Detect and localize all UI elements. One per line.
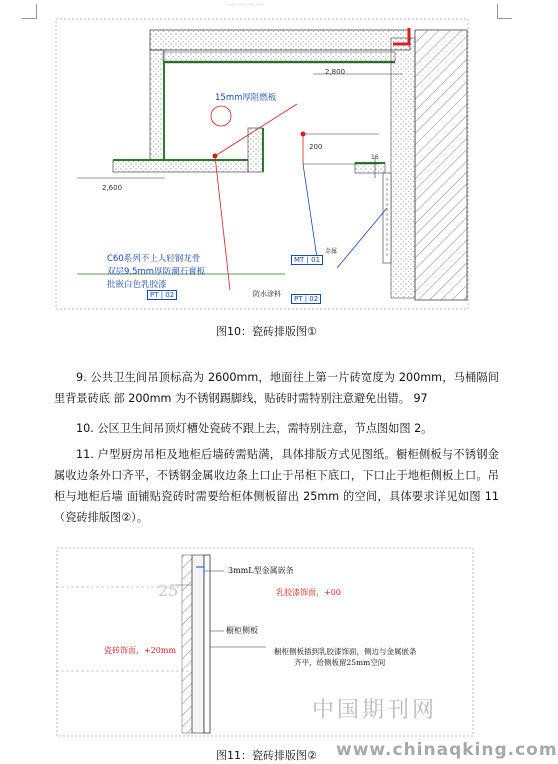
label-keel-1: C60系列不上人轻钢龙骨 bbox=[107, 254, 201, 264]
paragraph-11 bbox=[54, 444, 499, 528]
figure-10-caption: 图10：瓷砖排版图① bbox=[216, 325, 317, 338]
label-dim-25: 25 bbox=[158, 581, 179, 600]
label-waterproof: 防水涂料 bbox=[253, 290, 281, 298]
label-note-2: 齐平，给侧板留25mm空间 bbox=[294, 658, 386, 667]
right-wall bbox=[415, 30, 467, 300]
tag-mt: MT | 01 bbox=[291, 255, 323, 265]
label-dim-right: 16 bbox=[371, 154, 379, 161]
paragraph-10-text: 10. 公区卫生间吊顶灯槽处瓷砖不跟上去，需特别注意，节点图如图 2。 bbox=[76, 422, 433, 435]
corner-mark-top-right bbox=[497, 4, 512, 19]
label-board: 15mm厚阻燃板 bbox=[215, 93, 277, 103]
label-latex: 乳胶漆饰面，+00 bbox=[276, 588, 341, 597]
label-note-1: 橱柜侧板插到乳胶漆饰面，侧边与金属嵌条 bbox=[274, 647, 417, 656]
corner-mark-top-left bbox=[22, 4, 37, 19]
label-dim-top: 2,800 bbox=[325, 68, 346, 76]
paragraph-9-text: 9. 公共卫生间吊顶标高为 2600mm，地面往上第一片砖宽度为 200mm，马桶隔间里背景砖底 部 200mm 为不锈钢踢脚线，贴砖时需特别注意避免出错。 97 bbox=[54, 371, 499, 405]
tag-pt-1: PT | 02 bbox=[147, 290, 177, 300]
label-keel-2: 双层9.5mm厚防潮石膏板 bbox=[107, 267, 206, 277]
tag-pt-2: PT | 02 bbox=[291, 294, 321, 304]
label-tile: 瓷砖饰面，+20mm bbox=[104, 646, 177, 655]
figure-11-caption: 图11：瓷砖排版图② bbox=[216, 749, 317, 762]
label-metal-strip: 3mmL型金属嵌条 bbox=[228, 566, 294, 575]
concrete-slab bbox=[150, 30, 410, 50]
watermark-cn: 中国期刊网 bbox=[312, 698, 438, 723]
figure-10-frame bbox=[55, 18, 470, 310]
label-dim-left: 2,600 bbox=[102, 184, 123, 192]
watermark-url: www.chinaqking.com bbox=[336, 740, 558, 760]
label-keel-3: 批嵌白色乳胶漆 bbox=[107, 280, 167, 290]
label-side-panel: 橱柜侧板 bbox=[226, 626, 258, 635]
label-dim-mid: 200 bbox=[309, 143, 323, 151]
header-fragment: 一 一 一 一 bbox=[228, 1, 263, 9]
paragraph-10 bbox=[54, 418, 499, 439]
paragraph-9 bbox=[54, 367, 499, 409]
label-metal: 金属 bbox=[325, 248, 338, 255]
paragraph-11-text: 11. 户型厨房吊柜及地柜后墙砖需贴满，具体排版方式见图纸。橱柜侧板与不锈钢金属收边条外口齐平，不锈钢金属收边条上口止于吊柜下底口，下口止于地柜侧板上口。吊柜与地柜后墙 面铺贴瓷砖时需要给柜体侧板留出 25mm 的空间，具体要求详见如图 11（瓷砖排版图②）。 bbox=[54, 448, 499, 524]
